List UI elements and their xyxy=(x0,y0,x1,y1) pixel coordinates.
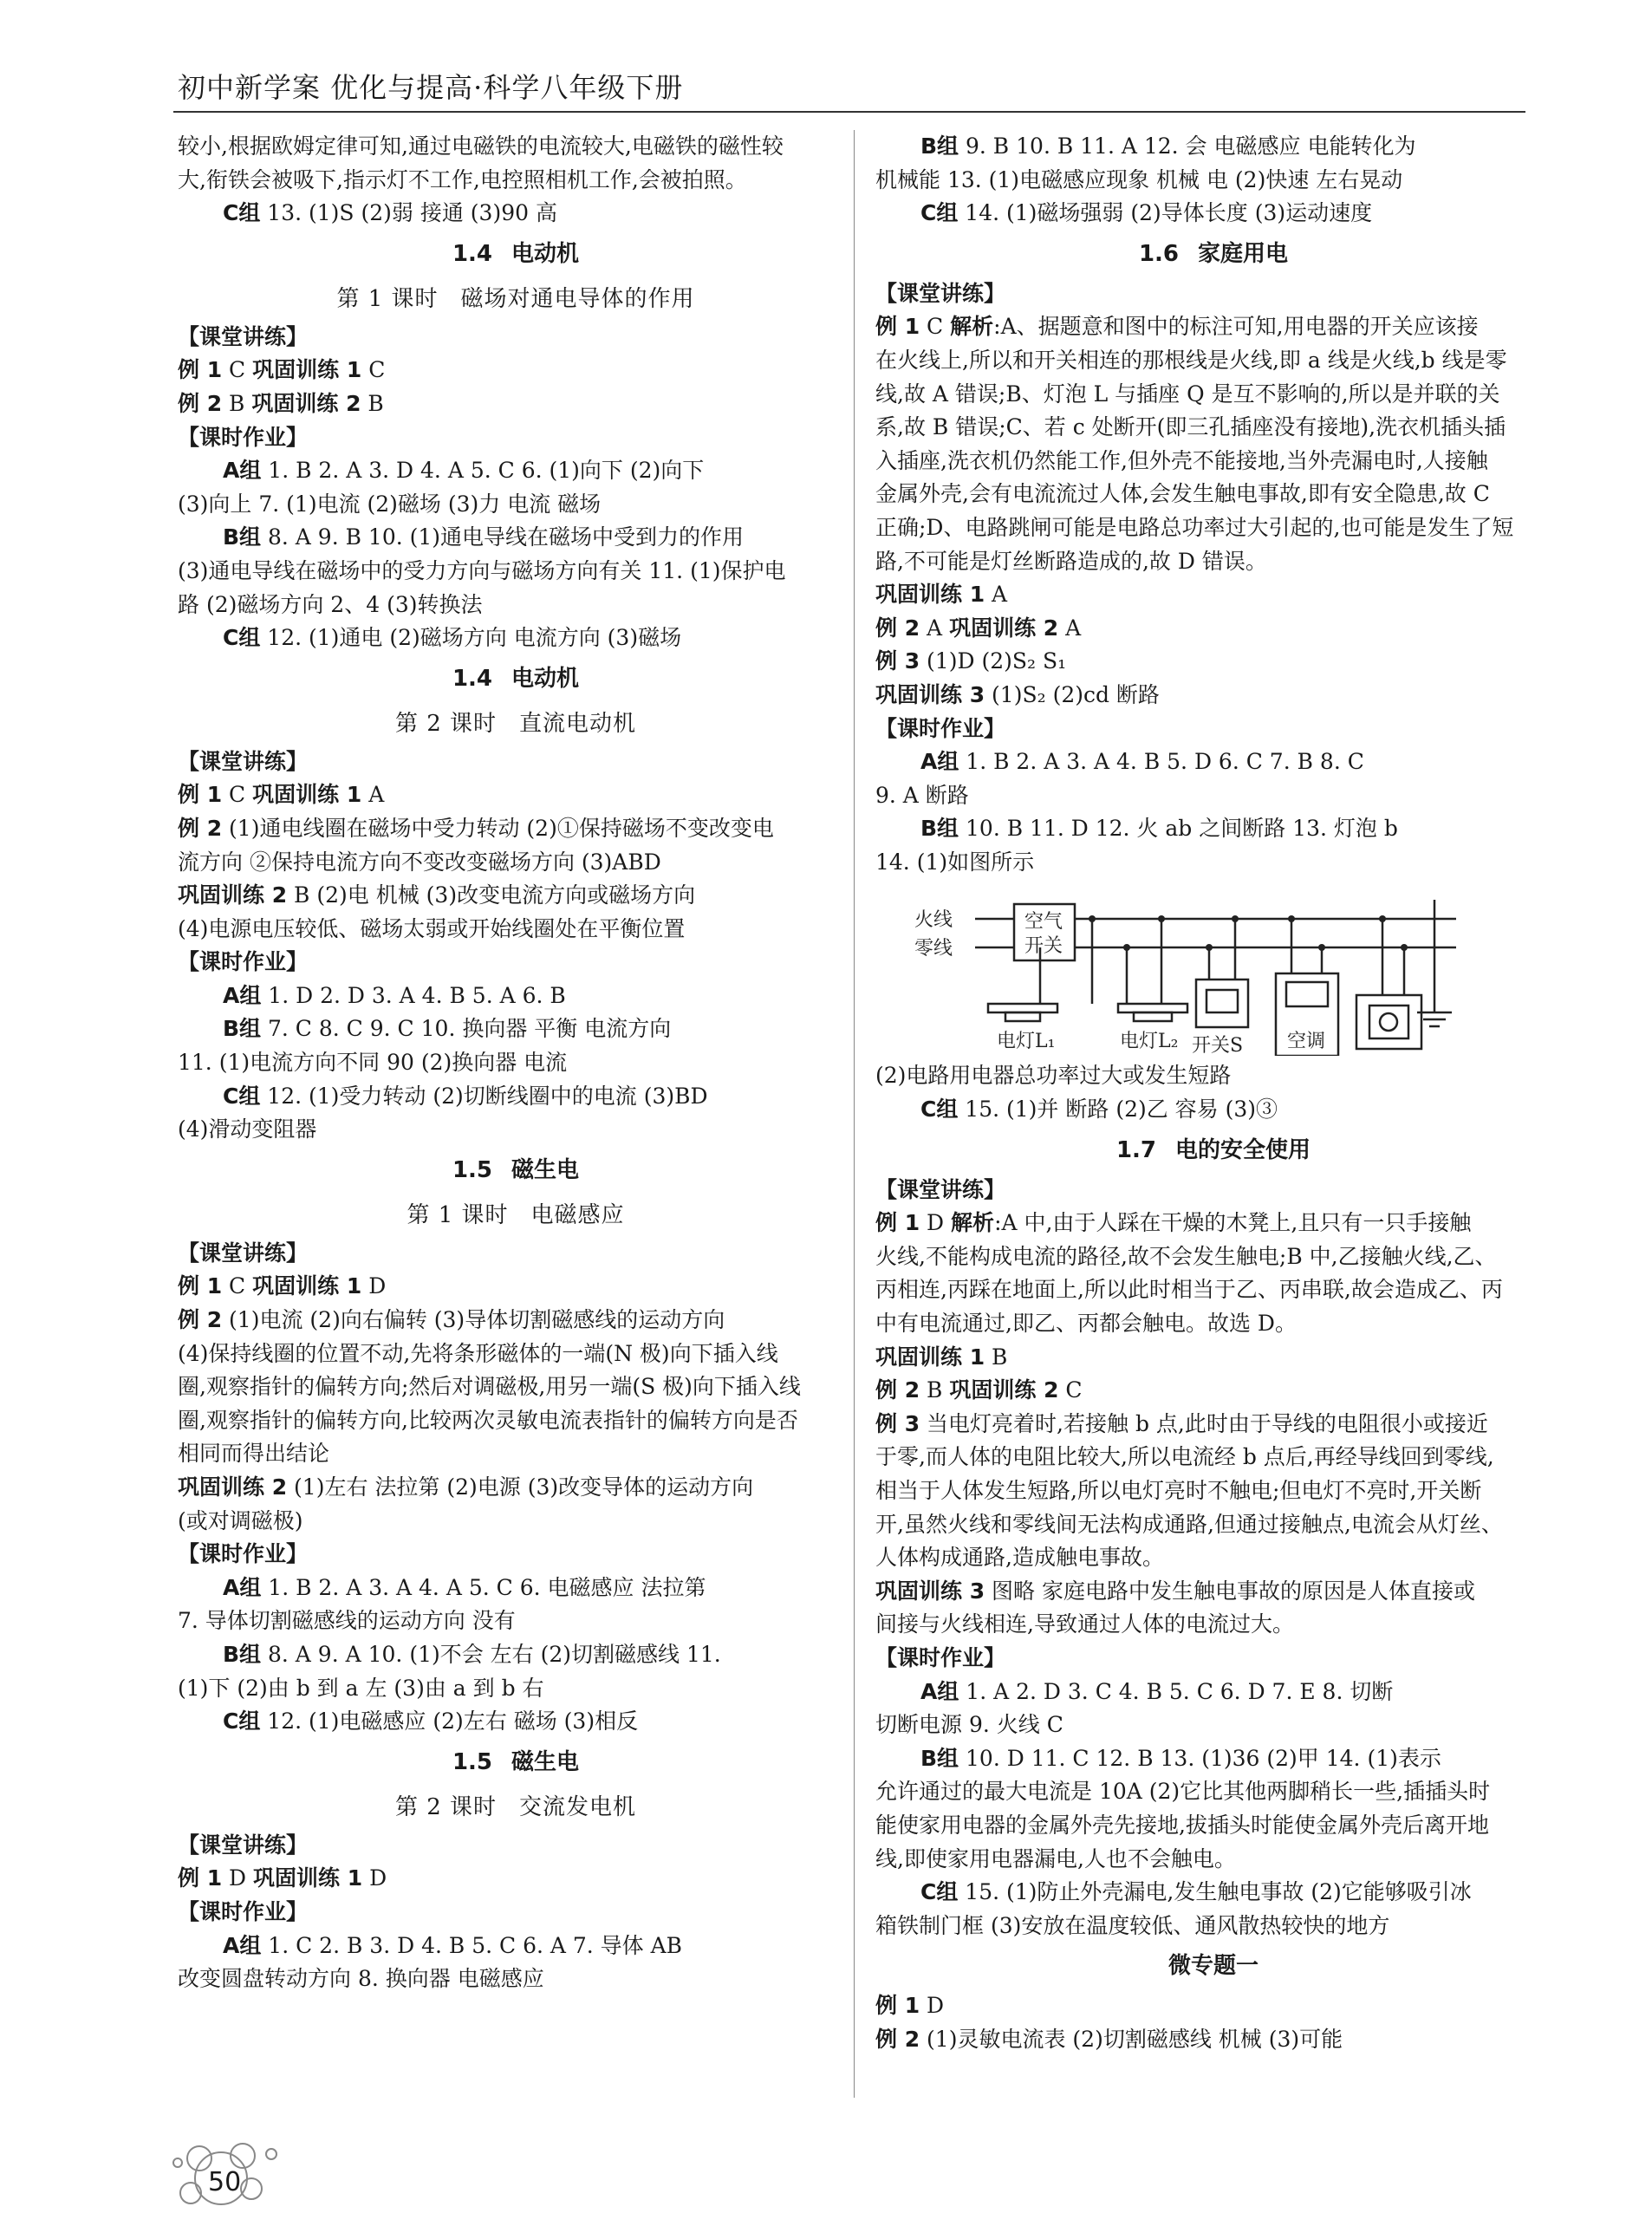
answer-text: (1)灵敏电流表 (2)切割磁感线 机械 (3)可能 xyxy=(920,2026,1343,2052)
answer-text: 线,故 A 错误;B、灯泡 L 与插座 Q 是互不影响的,所以是并联的关 xyxy=(875,381,1500,407)
circuit-junction-dots xyxy=(1089,915,1408,951)
answer-line xyxy=(875,578,1551,612)
answer-text: 间接与火线相连,导致通过人体的电流过大。 xyxy=(875,1611,1294,1637)
answer-line xyxy=(178,1080,854,1114)
answer-line xyxy=(178,1338,854,1371)
answer-line xyxy=(875,411,1551,445)
answer-text: 改变圆盘转动方向 8. 换向器 电磁感应 xyxy=(178,1966,544,1992)
answer-text: 12. (1)受力转动 (2)切断线圈中的电流 (3)BD xyxy=(260,1083,708,1109)
section-title: 微专题一 xyxy=(1167,1953,1259,1980)
answer-line xyxy=(178,1012,854,1046)
lesson-title: 直流电动机 xyxy=(519,710,637,737)
answer-line xyxy=(875,1307,1551,1341)
block-heading: 【课堂讲练】 xyxy=(875,1176,1006,1202)
answer-line xyxy=(875,378,1551,412)
answer-text: (1)电流 (2)向右偏转 (3)导体切割磁感线的运动方向 xyxy=(222,1307,725,1333)
answer-line xyxy=(875,445,1551,478)
answer-line xyxy=(178,1572,854,1605)
answer-text: D xyxy=(362,1865,387,1891)
answer-text: 10. B 11. D 12. 火 ab 之间断路 13. 灯泡 b xyxy=(959,816,1398,842)
answer-line xyxy=(875,745,1551,779)
answer-text: 丙相连,丙踩在地面上,所以此时相当于乙、丙串联,故会造成乙、丙 xyxy=(875,1277,1503,1303)
answer-text: B xyxy=(361,390,384,416)
switch-label: 开关S xyxy=(1192,1035,1244,1057)
answer-text: D xyxy=(361,1273,387,1299)
answer-line xyxy=(875,1809,1551,1843)
answer-line xyxy=(875,1608,1551,1642)
answer-line xyxy=(178,1270,854,1304)
bold-label: A组 xyxy=(223,1574,262,1600)
answer-line xyxy=(875,1374,1551,1408)
answer-text: (4)电源电压较低、磁场太弱或开始线圈处在平衡位置 xyxy=(178,915,686,941)
neutral-wire-label: 零线 xyxy=(914,938,953,960)
answer-line xyxy=(178,555,854,589)
answer-text: C xyxy=(222,357,253,383)
answer-text: (3)向上 7. (1)电流 (2)磁场 (3)力 电流 磁场 xyxy=(178,491,602,517)
answer-line xyxy=(178,980,854,1013)
answer-text: 1. B 2. A 3. A 4. A 5. C 6. 电磁感应 法拉第 xyxy=(261,1574,706,1600)
bold-label: 例 1 xyxy=(178,1273,223,1299)
section-heading xyxy=(875,1127,1551,1174)
bold-label: 例 1 xyxy=(178,782,223,808)
answer-text: C xyxy=(1058,1377,1083,1403)
answer-line xyxy=(875,1273,1551,1307)
answer-text: 较小,根据欧姆定律可知,通过电磁铁的电流较大,电磁铁的磁性较 xyxy=(178,133,784,159)
answer-line xyxy=(178,1638,854,1672)
answer-text: 当电灯亮着时,若接触 b 点,此时由于导线的电阻很小或接近 xyxy=(920,1410,1488,1436)
answer-line xyxy=(875,511,1551,545)
section-number: 1.4 xyxy=(452,665,493,692)
bold-label: 例 1 xyxy=(875,1993,920,2019)
lamp2-label: 电灯L₂ xyxy=(1120,1031,1179,1053)
answer-line xyxy=(875,1989,1551,2023)
section-heading xyxy=(178,1739,854,1786)
section-title: 磁生电 xyxy=(511,1748,580,1775)
bold-label: C组 xyxy=(223,200,261,226)
left-column xyxy=(178,130,854,1996)
answer-line xyxy=(178,1404,854,1438)
section-title: 电动机 xyxy=(511,665,580,692)
bold-label: B组 xyxy=(920,816,959,842)
section-title: 磁生电 xyxy=(511,1156,580,1183)
answer-line xyxy=(875,545,1551,579)
answer-line xyxy=(875,645,1551,679)
bold-label: 巩固训练 2 xyxy=(178,1474,288,1500)
answer-line xyxy=(178,197,854,231)
answer-text: :A 中,由于人踩在干燥的木凳上,且只有一只手接触 xyxy=(994,1210,1472,1236)
answer-text: 路,不可能是灯丝断路造成的,故 D 错误。 xyxy=(875,548,1267,574)
section-heading xyxy=(178,655,854,702)
answer-text: 10. D 11. C 12. B 13. (1)36 (2)甲 14. (1)表示 xyxy=(959,1745,1441,1771)
answer-text: 开,虽然火线和零线间无法构成通路,但通过接触点,电流会从灯丝、 xyxy=(875,1511,1503,1537)
bold-label: C组 xyxy=(920,200,959,226)
answer-text: 1. C 2. B 3. D 4. B 5. C 6. A 7. 导体 AB xyxy=(261,1932,683,1958)
answer-text: 7. 导体切割磁感线的运动方向 没有 xyxy=(178,1608,516,1634)
answer-text: 系,故 B 错误;C、若 c 处断开(即三孔插座没有接地),洗衣机插头插 xyxy=(875,414,1506,440)
answer-line xyxy=(178,1304,854,1338)
answer-line xyxy=(178,812,854,846)
bold-label: B组 xyxy=(920,133,959,159)
block-heading: 【课堂讲练】 xyxy=(875,280,1006,306)
lesson-number: 第 2 课时 xyxy=(394,1793,498,1820)
answer-text: D xyxy=(222,1865,254,1891)
section-heading xyxy=(875,1943,1551,1989)
answer-line xyxy=(875,344,1551,378)
bold-label: 例 2 xyxy=(178,1307,223,1333)
page-header-title: 初中新学案 优化与提高·科学八年级下册 xyxy=(178,71,684,104)
answer-text: (4)保持线圈的位置不动,先将条形磁体的一端(N 极)向下插入线 xyxy=(178,1340,778,1366)
block-heading: 【课时作业】 xyxy=(178,1541,309,1567)
answer-text: 图略 家庭电路中发生触电事故的原因是人体直接或 xyxy=(985,1578,1476,1604)
answer-text: 路 (2)磁场方向 2、4 (3)转换法 xyxy=(178,591,483,617)
answer-line xyxy=(875,1341,1551,1375)
bold-label: 巩固训练 2 xyxy=(178,882,288,908)
answer-line xyxy=(875,1541,1551,1575)
answer-text: C xyxy=(222,1273,253,1299)
block-heading: 【课堂讲练】 xyxy=(178,1832,309,1858)
bold-label: C组 xyxy=(223,1083,261,1109)
block-heading: 【课堂讲练】 xyxy=(178,323,309,349)
block-heading: 【课堂讲练】 xyxy=(178,748,309,774)
bold-label: 巩固训练 2 xyxy=(949,1377,1059,1403)
section-number: 1.5 xyxy=(452,1156,493,1183)
answer-line xyxy=(875,1240,1551,1274)
answer-text: 15. (1)防止外壳漏电,发生触电事故 (2)它能够吸引冰 xyxy=(958,1879,1472,1905)
bold-label: 例 1 xyxy=(875,1210,920,1236)
answer-line xyxy=(875,1441,1551,1474)
household-circuit-diagram xyxy=(875,882,1482,1056)
answer-text: 1. B 2. A 3. D 4. A 5. C 6. (1)向下 (2)向下 xyxy=(261,458,705,484)
answer-text: (1)通电线圈在磁场中受力转动 (2)①保持磁场不变改变电 xyxy=(222,815,774,841)
lesson-subheading xyxy=(178,277,854,321)
answer-line xyxy=(178,1113,854,1147)
answer-text: 14. (1)磁场强弱 (2)导体长度 (3)运动速度 xyxy=(958,200,1373,226)
answer-line xyxy=(178,1370,854,1404)
bold-label: 例 3 xyxy=(875,648,920,674)
answer-text: :A、据题意和图中的标注可知,用电器的开关应该接 xyxy=(993,314,1479,340)
answer-line xyxy=(875,1059,1551,1093)
answer-line xyxy=(875,1876,1551,1910)
answer-line xyxy=(178,879,854,913)
answer-line xyxy=(178,1604,854,1638)
bold-label: 巩固训练 2 xyxy=(949,615,1059,641)
section-title: 家庭用电 xyxy=(1198,240,1289,267)
answer-text: (2)电路用电器总功率过大或发生短路 xyxy=(875,1063,1232,1089)
bold-label: 例 2 xyxy=(875,2026,920,2052)
bold-label: 巩固训练 1 xyxy=(252,1273,362,1299)
bold-label: A组 xyxy=(223,458,262,484)
bold-label: 例 2 xyxy=(875,1377,920,1403)
answer-text: (3)通电导线在磁场中的受力方向与磁场方向有关 11. (1)保护电 xyxy=(178,557,786,583)
answer-line xyxy=(178,913,854,947)
answer-line xyxy=(178,1930,854,1963)
answer-text: 相当于人体发生短路,所以电灯亮时不触电;但电灯不亮时,开关断 xyxy=(875,1478,1482,1503)
answer-text: 火线,不能构成电流的路径,故不会发生触电;B 中,乙接触火线,乙、 xyxy=(875,1243,1497,1269)
answer-text: C xyxy=(361,357,386,383)
answer-text: 11. (1)电流方向不同 90 (2)换向器 电流 xyxy=(178,1050,568,1076)
answer-text: (1)下 (2)由 b 到 a 左 (3)由 a 到 b 右 xyxy=(178,1675,544,1701)
answer-text: 1. D 2. D 3. A 4. B 5. A 6. B xyxy=(261,982,566,1008)
answer-line xyxy=(875,1474,1551,1508)
answer-line xyxy=(178,1471,854,1505)
answer-text: 9. B 10. B 11. A 12. 会 电磁感应 电能转化为 xyxy=(959,133,1416,159)
answer-text: (或对调磁极) xyxy=(178,1507,303,1533)
answer-text: 12. (1)电磁感应 (2)左右 磁场 (3)相反 xyxy=(260,1709,639,1735)
bold-label: 巩固训练 3 xyxy=(875,1578,985,1604)
block-heading: 【课时作业】 xyxy=(178,1898,309,1924)
answer-text: 在火线上,所以和开关相连的那根线是火线,即 a 线是火线,b 线是零 xyxy=(875,347,1507,373)
answer-text: 于零,而人体的电阻比较大,所以电流经 b 点后,再经导线回到零线, xyxy=(875,1444,1494,1470)
bold-label: B组 xyxy=(223,1016,262,1042)
answer-line xyxy=(178,1862,854,1896)
answer-line xyxy=(875,1676,1551,1709)
bold-label: 巩固训练 2 xyxy=(251,390,361,416)
answer-text: 圈,观察指针的偏转方向,比较两次灵敏电流表指针的偏转方向是否 xyxy=(178,1407,798,1433)
bold-label: C组 xyxy=(223,625,261,651)
answer-text: 人体构成通路,造成触电事故。 xyxy=(875,1545,1164,1571)
block-heading: 【课时作业】 xyxy=(178,424,309,450)
answer-text: C xyxy=(920,314,951,340)
answer-line xyxy=(178,164,854,198)
bold-label: 巩固训练 3 xyxy=(875,681,985,707)
answer-line xyxy=(875,2023,1551,2057)
answer-line xyxy=(875,679,1551,713)
answer-text: 15. (1)并 断路 (2)乙 容易 (3)③ xyxy=(958,1097,1278,1123)
bold-label: 例 1 xyxy=(875,314,920,340)
answer-text: 1. B 2. A 3. A 4. B 5. D 6. C 7. B 8. C xyxy=(959,749,1364,775)
section-number: 1.5 xyxy=(452,1748,493,1775)
lesson-title: 交流发电机 xyxy=(519,1793,637,1820)
answer-line xyxy=(875,310,1551,344)
answer-line xyxy=(178,454,854,488)
block-heading: 【课时作业】 xyxy=(875,1644,1006,1670)
bold-label: A组 xyxy=(920,1678,959,1704)
bold-label: B组 xyxy=(223,524,262,550)
column-divider xyxy=(854,130,855,2098)
answer-text: A xyxy=(1058,615,1082,641)
page-number: 50 xyxy=(208,2167,242,2197)
answer-text: (1)S₂ (2)cd 断路 xyxy=(985,681,1160,707)
answer-text: C xyxy=(222,782,253,808)
answer-text: 中有电流通过,即乙、丙都会触电。故选 D。 xyxy=(875,1311,1297,1337)
bold-label: C组 xyxy=(920,1097,959,1123)
bold-label: 解析 xyxy=(951,1210,995,1236)
header-rule xyxy=(173,111,1525,113)
answer-line xyxy=(875,1575,1551,1609)
lamp1-label: 电灯L₁ xyxy=(997,1031,1056,1053)
answer-line xyxy=(178,846,854,880)
answer-text: 14. (1)如图所示 xyxy=(875,849,1035,875)
answer-text: 正确;D、电路跳闸可能是电路总功率过大引起的,也可能是发生了短 xyxy=(875,514,1514,540)
answer-text: (1)D (2)S₂ S₁ xyxy=(920,648,1067,674)
lesson-number: 第 2 课时 xyxy=(394,710,498,737)
lesson-number: 第 1 课时 xyxy=(336,285,439,312)
answer-text: 入插座,洗衣机仍然能工作,但外壳不能接地,当外壳漏电时,人接触 xyxy=(875,447,1488,473)
bold-label: 例 1 xyxy=(178,1865,223,1891)
breaker-label-1: 空气 xyxy=(1024,911,1063,934)
answer-line xyxy=(875,1775,1551,1809)
block-heading: 【课时作业】 xyxy=(875,715,1006,741)
answer-line xyxy=(875,1093,1551,1127)
answer-line xyxy=(875,478,1551,511)
answer-line xyxy=(875,812,1551,846)
answer-line xyxy=(178,1705,854,1739)
bold-label: 解析 xyxy=(950,314,994,340)
answer-text: 箱铁制门框 (3)安放在温度较低、通风散热较快的地方 xyxy=(875,1912,1390,1938)
answer-text: 切断电源 9. 火线 C xyxy=(875,1712,1063,1738)
answer-line xyxy=(178,1672,854,1706)
answer-text: A xyxy=(985,582,1008,608)
answer-line xyxy=(178,1437,854,1471)
answer-line xyxy=(178,778,854,812)
answer-line xyxy=(875,164,1551,198)
bold-label: 巩固训练 1 xyxy=(252,357,362,383)
answer-text: 8. A 9. B 10. (1)通电导线在磁场中受到力的作用 xyxy=(261,524,745,550)
answer-text: B xyxy=(222,390,252,416)
answer-line xyxy=(875,846,1551,880)
answer-line xyxy=(875,1207,1551,1240)
bold-label: A组 xyxy=(920,749,959,775)
lesson-subheading xyxy=(178,702,854,745)
answer-text: 13. (1)S (2)弱 接通 (3)90 高 xyxy=(260,200,557,226)
bold-label: 例 3 xyxy=(875,1410,920,1436)
answer-text: B (2)电 机械 (3)改变电流方向或磁场方向 xyxy=(287,882,696,908)
lesson-title: 磁场对通电导体的作用 xyxy=(460,285,695,312)
section-title: 电动机 xyxy=(511,240,580,267)
bold-label: 巩固训练 1 xyxy=(252,782,362,808)
answer-line xyxy=(875,1508,1551,1542)
answer-text: 线,即使家用电器漏电,人也不会触电。 xyxy=(875,1845,1236,1871)
answer-line xyxy=(875,1742,1551,1776)
answer-text: 12. (1)通电 (2)磁场方向 电流方向 (3)磁场 xyxy=(260,625,682,651)
answer-text: B xyxy=(985,1344,1008,1370)
answer-line xyxy=(178,1505,854,1539)
section-heading xyxy=(875,231,1551,277)
answer-line xyxy=(875,197,1551,231)
answer-text: 允许通过的最大电流是 10A (2)它比其他两脚稍长一些,插插头时 xyxy=(875,1779,1491,1805)
answer-line xyxy=(178,622,854,655)
section-title: 电的安全使用 xyxy=(1175,1136,1311,1163)
bold-label: C组 xyxy=(920,1879,959,1905)
bold-label: 巩固训练 1 xyxy=(253,1865,363,1891)
block-heading: 【课时作业】 xyxy=(178,949,309,975)
lesson-subheading xyxy=(178,1786,854,1829)
section-heading xyxy=(178,231,854,277)
answer-text: 7. C 8. C 9. C 10. 换向器 平衡 电流方向 xyxy=(261,1016,672,1042)
answer-line xyxy=(875,1910,1551,1943)
answer-line xyxy=(178,354,854,387)
answer-line xyxy=(178,589,854,622)
answer-text: D xyxy=(920,1993,945,2019)
answer-text: 相同而得出结论 xyxy=(178,1441,330,1467)
answer-text: 大,衔铁会被吸下,指示灯不工作,电控照相机工作,会被拍照。 xyxy=(178,166,747,192)
lesson-subheading xyxy=(178,1194,854,1237)
answer-line xyxy=(178,387,854,421)
section-heading xyxy=(178,1147,854,1194)
answer-text: 圈,观察指针的偏转方向;然后对调磁极,用另一端(S 极)向下插入线 xyxy=(178,1374,801,1400)
answer-text: 流方向 ②保持电流方向不变改变磁场方向 (3)ABD xyxy=(178,849,661,875)
answer-line xyxy=(875,779,1551,813)
answer-text: B xyxy=(920,1377,950,1403)
answer-line xyxy=(875,1709,1551,1742)
bold-label: 巩固训练 1 xyxy=(875,1344,985,1370)
answer-text: 金属外壳,会有电流流过人体,会发生触电事故,即有安全隐患,故 C xyxy=(875,481,1490,507)
answer-text: (4)滑动变阻器 xyxy=(178,1116,317,1142)
answer-line xyxy=(178,1046,854,1080)
answer-text: 8. A 9. A 10. (1)不会 左右 (2)切割磁感线 11. xyxy=(261,1641,721,1667)
bold-label: A组 xyxy=(223,982,262,1008)
bold-label: C组 xyxy=(223,1709,261,1735)
breaker-label-2: 开关 xyxy=(1024,935,1063,958)
lesson-number: 第 1 课时 xyxy=(406,1201,509,1228)
lesson-title: 电磁感应 xyxy=(530,1201,625,1228)
bold-label: 巩固训练 1 xyxy=(875,582,985,608)
answer-line xyxy=(178,521,854,555)
answer-line xyxy=(178,488,854,522)
ac-label: 空调 xyxy=(1287,1031,1326,1053)
section-number: 1.6 xyxy=(1138,240,1180,267)
bold-label: A组 xyxy=(223,1932,262,1958)
bold-label: 例 1 xyxy=(178,357,223,383)
bold-label: B组 xyxy=(223,1641,262,1667)
section-number: 1.7 xyxy=(1115,1136,1157,1163)
bold-label: 例 2 xyxy=(178,815,223,841)
bold-label: B组 xyxy=(920,1745,959,1771)
section-number: 1.4 xyxy=(452,240,493,267)
answer-text: D xyxy=(920,1210,952,1236)
live-wire-label: 火线 xyxy=(914,909,953,932)
answer-line xyxy=(178,1962,854,1996)
answer-line xyxy=(178,130,854,164)
answer-line xyxy=(875,130,1551,164)
answer-text: (1)左右 法拉第 (2)电源 (3)改变导体的运动方向 xyxy=(287,1474,754,1500)
answer-text: A xyxy=(920,615,950,641)
bold-label: 例 2 xyxy=(875,615,920,641)
bold-label: 例 2 xyxy=(178,390,223,416)
answer-line xyxy=(875,612,1551,646)
answer-text: 机械能 13. (1)电磁感应现象 机械 电 (2)快速 左右晃动 xyxy=(875,166,1403,192)
answer-line xyxy=(875,1408,1551,1442)
right-column xyxy=(875,130,1551,2057)
block-heading: 【课堂讲练】 xyxy=(178,1240,309,1266)
answer-text: 9. A 断路 xyxy=(875,782,969,808)
answer-text: A xyxy=(361,782,385,808)
answer-line xyxy=(875,1843,1551,1877)
answer-text: 能使家用电器的金属外壳先接地,拔插头时能使金属外壳后离开地 xyxy=(875,1812,1489,1838)
answer-text: 1. A 2. D 3. C 4. B 5. C 6. D 7. E 8. 切断 xyxy=(959,1678,1394,1704)
